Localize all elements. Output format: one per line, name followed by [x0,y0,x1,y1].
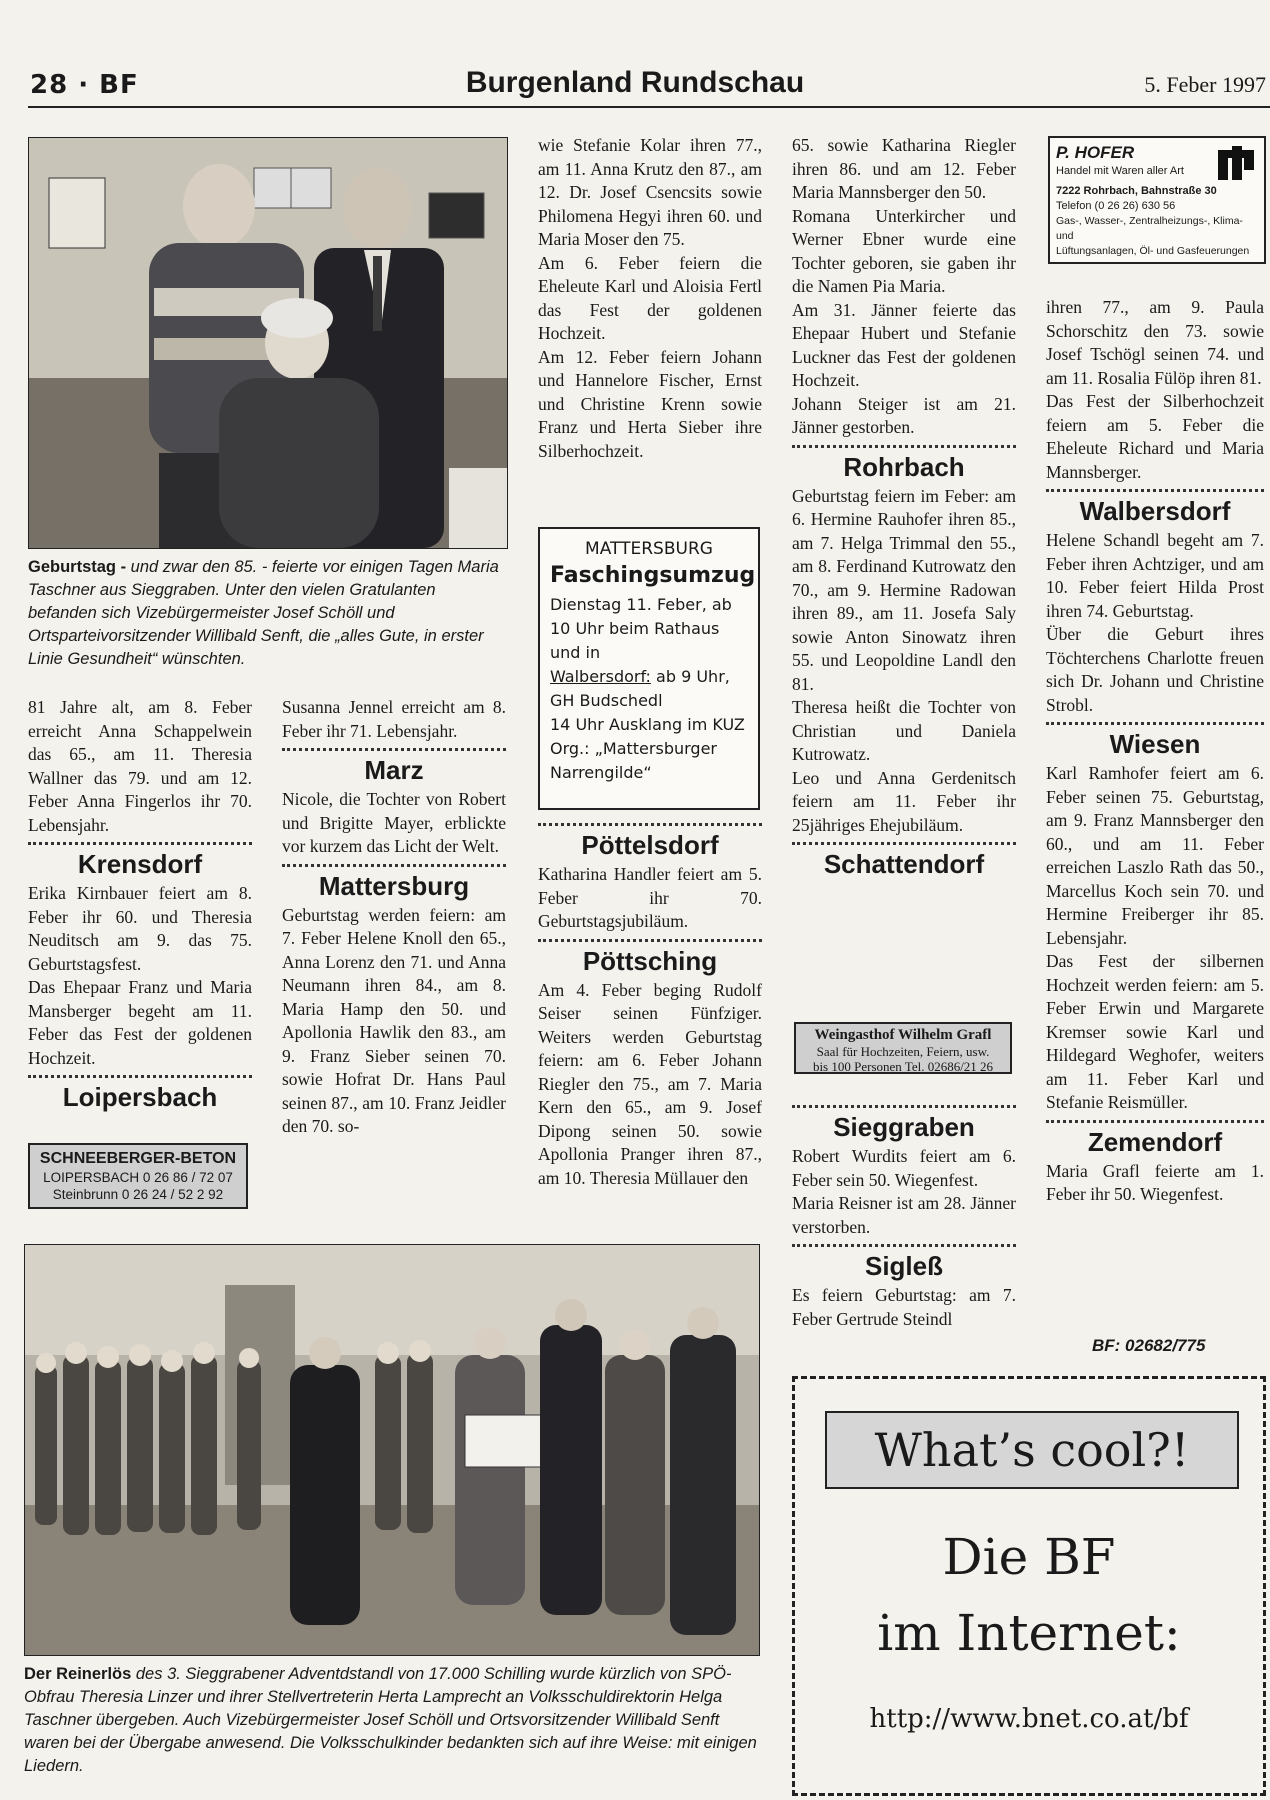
article-text: Über die Geburt ihres Töchterchens Charlotte freuen sich Dr. Johann und Christine Strobl. [1046,624,1264,715]
heading-sieggraben: Sieggraben [833,1112,975,1142]
ad-text: bis 100 Personen Tel. 02686/21 26 [812,1059,994,1074]
article-text: Maria Grafl feierte am 1. Feber ihr 50. Wiegenfest. [1046,1160,1264,1204]
column-1 [28,696,252,1115]
article-text: Erika Kirnbauer feiert am 8. Feber ihr 60. und Theresia Neuditsch am 9. das 75. Geburtstagsfest. [28,883,252,974]
box-line [550,665,748,689]
caption-text: des 3. Sieggrabener Adventdstandl von 17.000 Schilling wurde kürzlich von SPÖ-Obfrau Theresia Linzer und ihrer Stellvertreterin Herta Lamprecht an Volksschuldirektorin Helga Taschner übergeben. Auch Vizebürgermeister Josef Schöll und Ortsvorsitzender Willibald Senft waren bei der Übergabe anwesend. Die Volksschulkinder bedankten sich auf ihre Weise: mit einigen Liedern. [24,1665,757,1775]
article-text: wie Stefanie Kolar ihren 77., am 11. Anna Krutz den 87., am 12. Dr. Josef Csencsits sowie Philomena Hegyi ihren 60. und Maria Moser den 75. [538,135,762,249]
box-place: Walbersdorf: [550,667,651,686]
article-text: Susanna Jennel erreicht am 8. Feber ihr 71. Lebensjahr. [282,697,506,741]
photo-birthday-image [29,138,507,548]
article-text: Nicole, die Tochter von Robert und Brigitte Mayer, erblickte vor kurzem das Licht der Welt. [282,789,506,856]
ad-text: Lüftungsanlagen, Öl- und Gasfeuerungen [1056,245,1250,257]
box-line: GH Budschedl [550,691,663,710]
caption-lead: Der Reinerlös [24,1665,132,1683]
header-rule [28,106,1270,108]
photo-birthday [28,137,508,549]
box-line: Narrengilde“ [550,763,652,782]
article-text: Am 31. Jänner feierte das Ehepaar Hubert und Stefanie Luckner das Fest der goldenen Hochzeit. [792,299,1016,390]
article-text: Karl Ramhofer feiert am 6. Feber seinen 75. Geburtstag, am 9. Franz Mannsberger den 60., und am 11. Feber erreichen Laszlo Rath das 50., Marcellus Koch sein 70. und Hermine Freiberger ihr 85. Lebensjahr. [1046,763,1264,948]
article-text: Das Fest der silbernen Hochzeit werden feiern: am 5. Feber Erwin und Margarete Kremser sowie Karl und Hildegard Weghofer, weiters am 11. Feber Karl und Stefanie Reismüller. [1046,951,1264,1112]
ad-phone: LOIPERSBACH 0 26 86 / 72 07 [43,1170,233,1185]
heading-poettsching: Pöttsching [582,945,718,976]
column-3-top [538,134,762,463]
box-line: Dienstag 11. Feber, ab [550,595,732,614]
article-text: Am 6. Feber feiern die Eheleute Karl und Aloisia Fertl das Fest der goldenen Hochzeit. [538,252,762,343]
heading-loipersbach: Loipersbach [62,1082,218,1112]
separator [1046,1120,1264,1123]
article-text: Am 12. Feber feiern Johann und Hannelore Fischer, Ernst und Christine Krenn sowie Franz und Herta Sieber ihre Silberhochzeit. [538,346,762,461]
article-text: Geburtstag feiern im Feber: am 6. Hermine Rauhofer ihren 85., am 7. Helga Trimmal den 55., am 8. Ferdinand Kutrowatz den 70., am 9. Hermine Radowan ihren 89., am 11. Josefa Saly sowie Anton Sinowatz ihren 55. und Leopoldine Landl den 81. [792,485,1016,694]
heading-wiesen: Wiesen [1109,729,1201,759]
separator [792,842,1016,845]
article-text: 65. sowie Katharina Riegler ihren 86. und am 12. Feber Maria Mannsberger den 50. [792,135,1016,202]
box-title: Faschingsumzug [550,563,756,588]
separator [792,445,1016,448]
box-city: MATTERSBURG [585,539,713,559]
article-text: Katharina Handler feiert am 5. Feber ihr 70. Geburtstagsjubiläum. [538,864,762,931]
article-text: Theresa heißt die Tochter von Christian und Daniela Kutrowatz. [792,697,1016,764]
heading-marz: Marz [364,755,424,785]
separator [282,864,506,867]
ad-name: P. HOFER [1056,143,1135,162]
column-4-top [792,134,1016,882]
column-5 [1046,296,1264,1207]
separator [538,823,762,826]
separator [1046,489,1264,492]
separator [282,748,506,751]
heading-rohrbach: Rohrbach [843,451,965,482]
box-line: 14 Uhr Ausklang im KUZ [550,715,745,734]
article-text: Es feiern Geburtstag: am 7. Feber Gertrude Steindl [792,1285,1016,1329]
article-text: Das Ehepaar Franz und Maria Mansberger begeht am 11. Feber das Fest der goldenen Hochzeit. [28,977,252,1068]
box-line: und in [550,643,601,662]
heading-sigless: Sigleß [864,1251,943,1281]
ad-name: SCHNEEBERGER-BETON [39,1150,237,1167]
separator [792,1105,1016,1108]
page-number: 28 · BF [30,70,139,100]
heading-schattendorf: Schattendorf [823,849,985,879]
separator [792,1244,1016,1247]
caption-text: und zwar den 85. - feierte vor einigen Tagen Maria Taschner aus Sieggraben. Unter den vielen Gratulanten befanden sich Vizebürgermeister Josef Schöll und Ortsparteivorsitzender Willibald Senft, die „alles Gute, in erster Linie Gesundheit“ wünschten. [28,558,499,668]
ad-headline-box [825,1411,1239,1489]
bf-phone: BF: 02682/775 [1092,1336,1206,1355]
ad-text: Handel mit Waren aller Art [1056,165,1184,177]
ad-whats-cool [792,1376,1266,1796]
article-text: Das Fest der Silberhochzeit feiern am 5. Feber die Eheleute Richard und Maria Mannsberger. [1046,391,1264,482]
ad-headline: What’s cool?! [874,1423,1190,1477]
photo-donation-caption [24,1663,760,1778]
article-text: Robert Wurdits feiert am 6. Feber sein 50. Wiegenfest. [792,1146,1016,1190]
ad-line: im Internet: [877,1604,1181,1662]
column-2 [282,696,506,1139]
article-text: Leo und Anna Gerdenitsch feiern am 11. Feber ihr 25jähriges Ehejubiläum. [792,767,1016,835]
article-text: 81 Jahre alt, am 8. Feber erreicht Anna Schappelwein das 65., am 11. Theresia Wallner das 79. und am 12. Feber Anna Fingerlos ihr 70. Lebensjahr. [28,697,252,835]
caption-lead: Geburtstag - [28,558,127,576]
heading-krensdorf: Krensdorf [77,849,203,879]
article-text: Maria Reisner ist am 28. Jänner verstorben. [792,1193,1016,1237]
ad-weingasthof-grafl [794,1022,1012,1074]
heading-mattersburg: Mattersburg [318,870,470,901]
ad-p-hofer [1048,136,1266,264]
ad-text: Saal für Hochzeiten, Feiern, usw. [816,1044,990,1059]
ad-phone: Steinbrunn 0 26 24 / 52 2 92 [52,1187,224,1202]
heading-poettelsdorf: Pöttelsdorf [581,830,719,860]
photo-donation [24,1244,760,1656]
heading-walbersdorf: Walbersdorf [1079,496,1231,526]
photo-birthday-caption [28,556,506,671]
article-text: Johann Steiger ist am 21. Jänner gestorben. [792,393,1016,437]
ad-schneeberger-beton [28,1143,248,1209]
separator [28,842,252,845]
heading-zemendorf: Zemendorf [1087,1126,1223,1157]
ad-text: Gas-, Wasser-, Zentralheizungs-, Klima- und [1056,215,1243,242]
article-text: Geburtstag werden feiern: am 7. Feber Helene Knoll den 65., Anna Lorenz den 71. und Anna Neumann ihren 84., am 8. Maria Hamp den 50. und Apollonia Hawlik den 83., am 9. Franz Sieber seinen 70. sowie Hofrat Dr. Hans Paul seinen 87., am 10. Franz Jeidler den 70. so- [282,904,506,1136]
article-text: Am 4. Feber beging Rudolf Seiser seinen Fünfziger. Weiters werden Geburtstag feiern: am 6. Feber Johann Riegler den 75., am 7. Maria Kern den 65., am 9. Josef Dipong seinen 50. sowie Apollonia Pranger ihren 87., am 10. Theresia Müllauer den [538,979,762,1188]
ad-name: Weingasthof Wilhelm Grafl [814,1027,992,1043]
box-faschingsumzug [538,527,760,810]
separator [538,939,762,942]
article-text: ihren 77., am 9. Paula Schorschitz den 73. sowie Josef Tschögl seinen 74. und am 11. Rosalia Fülöp ihren 81. [1046,297,1264,388]
column-3-bottom [538,818,762,1190]
issue-date: 5. Feber 1997 [1144,72,1266,97]
article-text: Romana Unterkircher und Werner Ebner wurde eine Tochter geboren, sie gaben ihr die Namen Pia Maria. [792,205,1016,296]
ad-line: Die BF [942,1528,1116,1586]
separator [28,1075,252,1078]
box-time: ab 9 Uhr, [650,667,730,686]
article-text: Helene Schandl begeht am 7. Feber ihren Achtziger, und am 10. Feber feiert Hilda Prost ihren 74. Geburtstag. [1046,530,1264,621]
box-line: Org.: „Mattersburger [550,739,717,758]
separator [1046,722,1264,725]
hofer-logo-icon [1214,144,1258,184]
box-line: 10 Uhr beim Rathaus [550,619,720,638]
photo-donation-image [25,1245,759,1655]
ad-phone: Telefon (0 26 26) 630 56 [1056,200,1176,212]
ad-url-link[interactable]: http://www.bnet.co.at/bf [869,1704,1189,1734]
newspaper-title: Burgenland Rundschau [465,66,805,99]
column-4-bottom [792,1100,1016,1331]
ad-address: 7222 Rohrbach, Bahnstraße 30 [1056,185,1217,197]
